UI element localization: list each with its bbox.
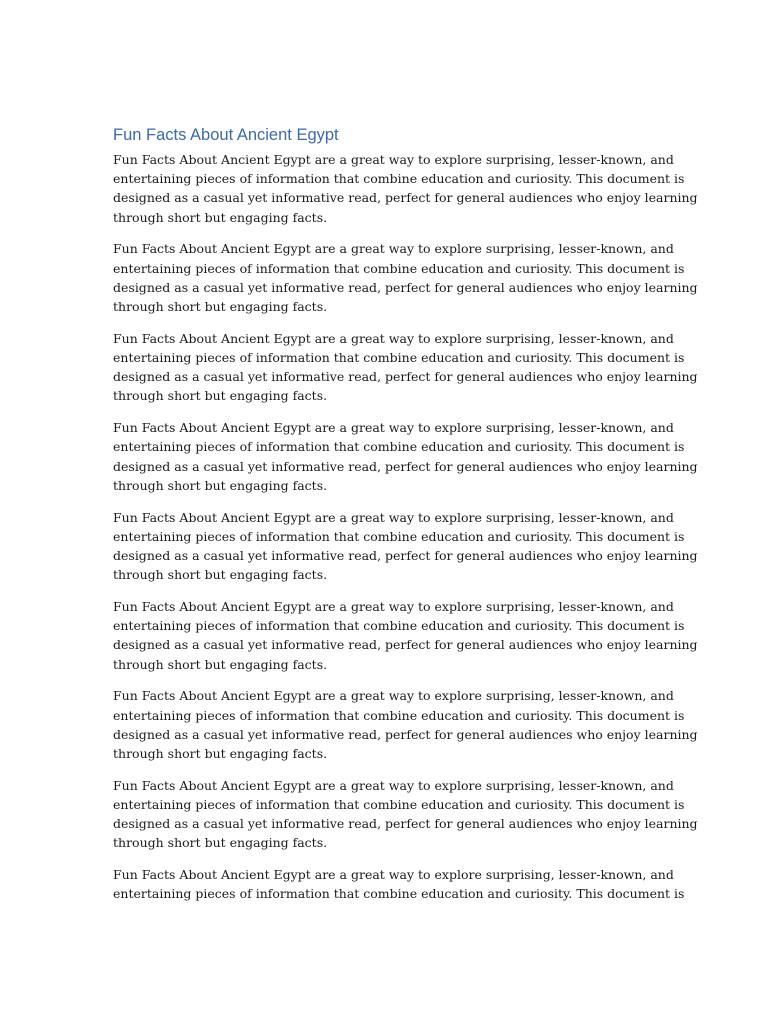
body-paragraph [113, 686, 698, 763]
paragraph-line: designed as a casual yet informative read, perfect for general audiences who enjoy learning [113, 726, 698, 742]
paragraph-line: entertaining pieces of information that combine education and curiosity. This document is [113, 171, 685, 187]
body-paragraph [113, 239, 698, 316]
paragraph-line: designed as a casual yet informative read, perfect for general audiences who enjoy learning [113, 548, 698, 564]
paragraph-line: designed as a casual yet informative read, perfect for general audiences who enjoy learning [113, 279, 698, 295]
paragraph-line: entertaining pieces of information that combine education and curiosity. This document is [113, 618, 685, 634]
paragraph-line: Fun Facts About Ancient Egypt are a great way to explore surprising, lesser-known, and [113, 152, 674, 167]
paragraph-line: through short but engaging facts. [113, 835, 328, 851]
paragraph-line: Fun Facts About Ancient Egypt are a great way to explore surprising, lesser-known, and [113, 330, 674, 346]
paragraph-line: designed as a casual yet informative read, perfect for general audiences who enjoy learning [113, 369, 698, 385]
paragraph-line: entertaining pieces of information that combine education and curiosity. This document is [113, 707, 685, 723]
paragraph-line: Fun Facts About Ancient Egypt are a great way to explore surprising, lesser-known, and [113, 867, 674, 883]
paragraph-line: through short but engaging facts. [113, 388, 328, 404]
paragraph-line: Fun Facts About Ancient Egypt are a great way to explore surprising, lesser-known, and [113, 688, 674, 704]
body-paragraph [113, 597, 698, 674]
body-paragraph [113, 508, 698, 585]
paragraph-line: Fun Facts About Ancient Egypt are a great way to explore surprising, lesser-known, and [113, 420, 674, 436]
paragraph-line: through short but engaging facts. [113, 656, 328, 672]
paragraph-line: through short but engaging facts. [113, 567, 328, 583]
body-paragraph [113, 865, 685, 903]
body-paragraph [113, 776, 698, 853]
paragraph-line: entertaining pieces of information that combine education and curiosity. This document is [113, 528, 685, 544]
paragraph-line: designed as a casual yet informative read, perfect for general audiences who enjoy learning [113, 816, 698, 832]
paragraph-line: entertaining pieces of information that combine education and curiosity. This document is [113, 886, 685, 902]
paragraph-line: Fun Facts About Ancient Egypt are a great way to explore surprising, lesser-known, and [113, 599, 674, 615]
paragraph-line: entertaining pieces of information that combine education and curiosity. This document is [113, 439, 685, 455]
paragraph-line: Fun Facts About Ancient Egypt are a great way to explore surprising, lesser-known, and [113, 241, 674, 257]
paragraph-line: designed as a casual yet informative read, perfect for general audiences who enjoy learning [113, 190, 698, 206]
paragraph-list [113, 150, 698, 904]
body-paragraph [113, 150, 698, 227]
body-paragraph [113, 329, 698, 406]
paragraph-line: through short but engaging facts. [113, 746, 328, 762]
paragraph-line: designed as a casual yet informative read, perfect for general audiences who enjoy learning [113, 637, 698, 653]
body-paragraph [113, 418, 698, 495]
paragraph-line: designed as a casual yet informative read, perfect for general audiences who enjoy learning [113, 458, 698, 474]
document-body [113, 125, 698, 916]
paragraph-line: Fun Facts About Ancient Egypt are a great way to explore surprising, lesser-known, and [113, 509, 674, 525]
paragraph-line: entertaining pieces of information that combine education and curiosity. This document is [113, 350, 685, 366]
paragraph-line: through short but engaging facts. [113, 299, 328, 315]
paragraph-line: Fun Facts About Ancient Egypt are a great way to explore surprising, lesser-known, and [113, 777, 674, 793]
paragraph-line: entertaining pieces of information that combine education and curiosity. This document is [113, 797, 685, 813]
paragraph-line: through short but engaging facts. [113, 209, 328, 225]
paragraph-line: through short but engaging facts. [113, 477, 328, 493]
paragraph-line: entertaining pieces of information that combine education and curiosity. This document is [113, 260, 685, 276]
document-title: Fun Facts About Ancient Egypt [113, 126, 339, 144]
